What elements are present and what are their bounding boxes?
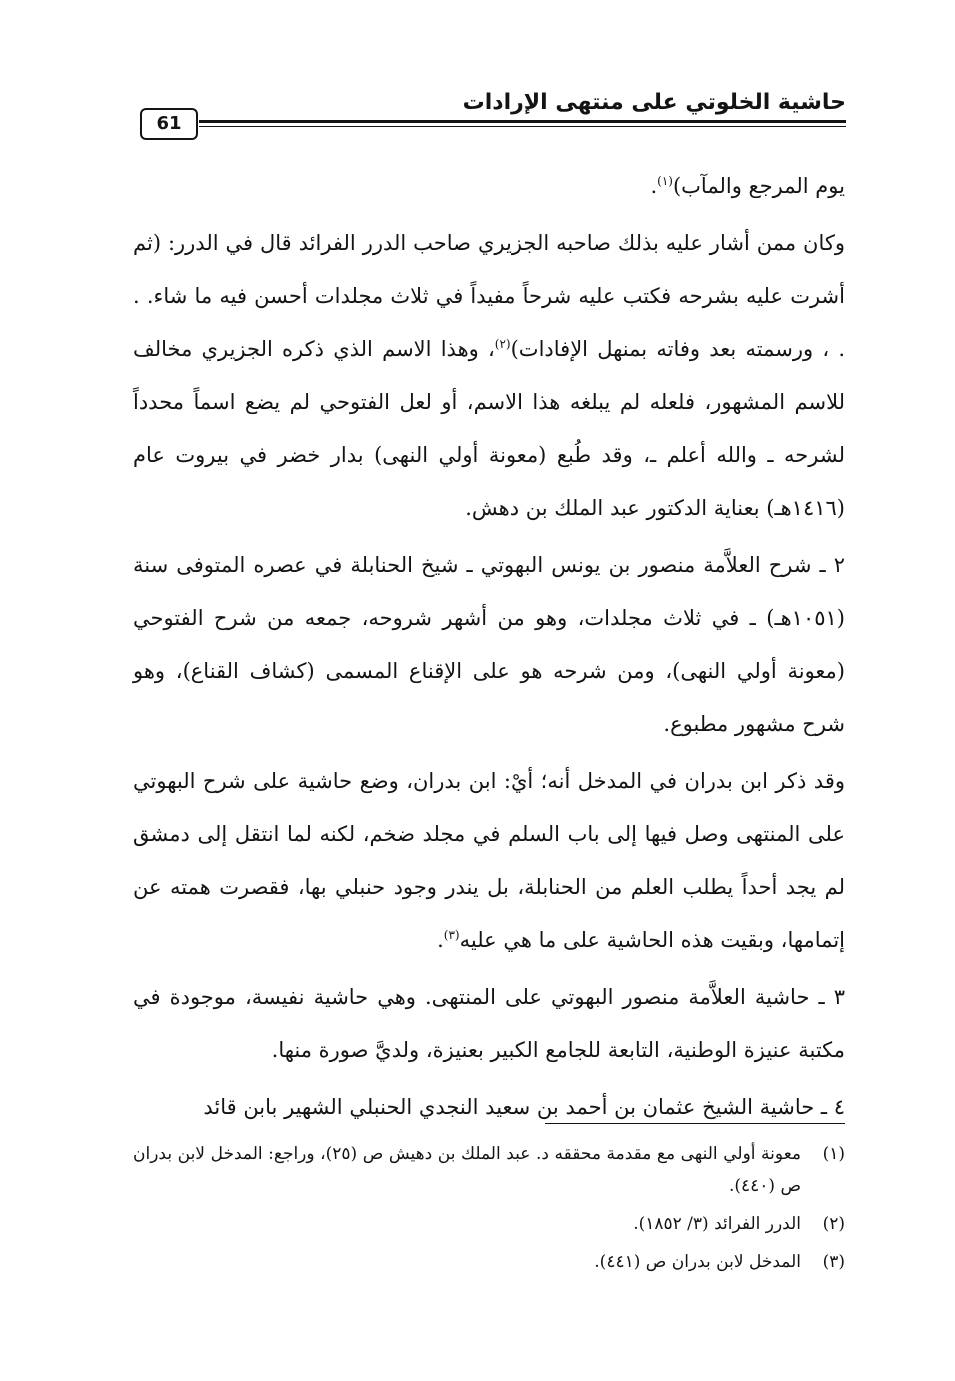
paragraph-text: ٤ ـ حاشية الشيخ عثمان بن أحمد بن سعيد النجدي الحنبلي الشهير بابن قائد: [203, 1095, 845, 1119]
footnote-number: (٣): [822, 1252, 845, 1272]
footnote-number: (١): [822, 1144, 845, 1164]
period: .: [650, 174, 658, 198]
paragraph: [133, 160, 845, 213]
paragraph: [133, 755, 845, 967]
footnote-number: (٢): [822, 1214, 845, 1234]
footnote-ref: (١): [657, 174, 673, 188]
header-rule-thick: [199, 120, 846, 123]
paragraph-text: ٣ ـ حاشية العلاَّمة منصور البهوتي على المنتهى. وهي حاشية نفيسة، موجودة في مكتبة عنيزة الوطنية، التابعة للجامع الكبير بعنيزة، ولديَّ صورة منها.: [133, 985, 845, 1062]
paragraph-text: وقد ذكر ابن بدران في المدخل أنه؛ أيْ: ابن بدران، وضع حاشية على شرح البهوتي على المنتهى وصل فيها إلى باب السلم في مجلد ضخم، لكنه لما انتقل إلى دمشق لم يجد أحداً يطلب العلم من الحنابلة، بل يندر وجود حنبلي بها، فقصرت همته عن إتمامها، وبقيت هذه الحاشية على ما هي عليه: [133, 769, 845, 952]
footnote-text: المدخل لابن بدران ص (٤٤١).: [594, 1252, 801, 1272]
paragraph-text: وكان ممن أشار عليه بذلك صاحبه الجزيري صاحب الدرر الفرائد قال في الدرر: (ثم أشرت عليه بشرحه فكتب عليه شرحاً مفيداً في ثلاث مجلدات أحسن فيه ما شاء. . . ، ورسمته بعد وفاته بمنهل الإفادات): [133, 231, 845, 361]
footnote-text: معونة أولي النهى مع مقدمة محققه د. عبد الملك بن دهيش ص (٢٥)، وراجع: المدخل لابن بدران ص (٤٤٠).: [133, 1144, 801, 1196]
paragraph: [133, 217, 845, 535]
page-header: [133, 88, 846, 144]
footnote-separator: [545, 1123, 845, 1124]
running-title: حاشية الخلوتي على منتهى الإرادات: [462, 90, 846, 115]
paragraph: [133, 1081, 845, 1134]
main-text: [133, 160, 845, 1138]
footnote: [133, 1208, 845, 1240]
paragraph-text: يوم المرجع والمآب): [672, 174, 845, 198]
footnote-ref: (٢): [494, 337, 511, 351]
footnote: [133, 1246, 845, 1278]
period: .: [437, 928, 444, 952]
paragraph: [133, 971, 845, 1077]
footnote-ref: (٣): [443, 928, 460, 942]
paragraph-text: ، وهذا الاسم الذي ذكره الجزيري مخالف للاسم المشهور، فلعله لم يبلغه هذا الاسم، أو لعل الفتوحي لم يضع اسماً محدداً لشرحه ـ والله أعلم ـ، وقد طُبع (معونة أولي النهى) بدار خضر في بيروت عام (١٤١٦هـ) بعناية الدكتور عبد الملك بن دهش.: [133, 337, 845, 520]
header-rule-thin: [199, 126, 846, 127]
footnotes: [133, 1138, 845, 1284]
paragraph-text: ٢ ـ شرح العلاَّمة منصور بن يونس البهوتي ـ شيخ الحنابلة في عصره المتوفى سنة (١٠٥١هـ) ـ في ثلاث مجلدات، وهو من أشهر شروحه، جمعه من شرح الفتوحي (معونة أولي النهى)، ومن شرحه هو على الإقناع المسمى (كشاف القناع)، وهو شرح مشهور مطبوع.: [133, 553, 845, 736]
paragraph: [133, 539, 845, 751]
page-number: 61: [140, 108, 198, 140]
footnote-text: الدرر الفرائد (٣/ ١٨٥٢).: [633, 1214, 801, 1234]
footnote: [133, 1138, 845, 1202]
